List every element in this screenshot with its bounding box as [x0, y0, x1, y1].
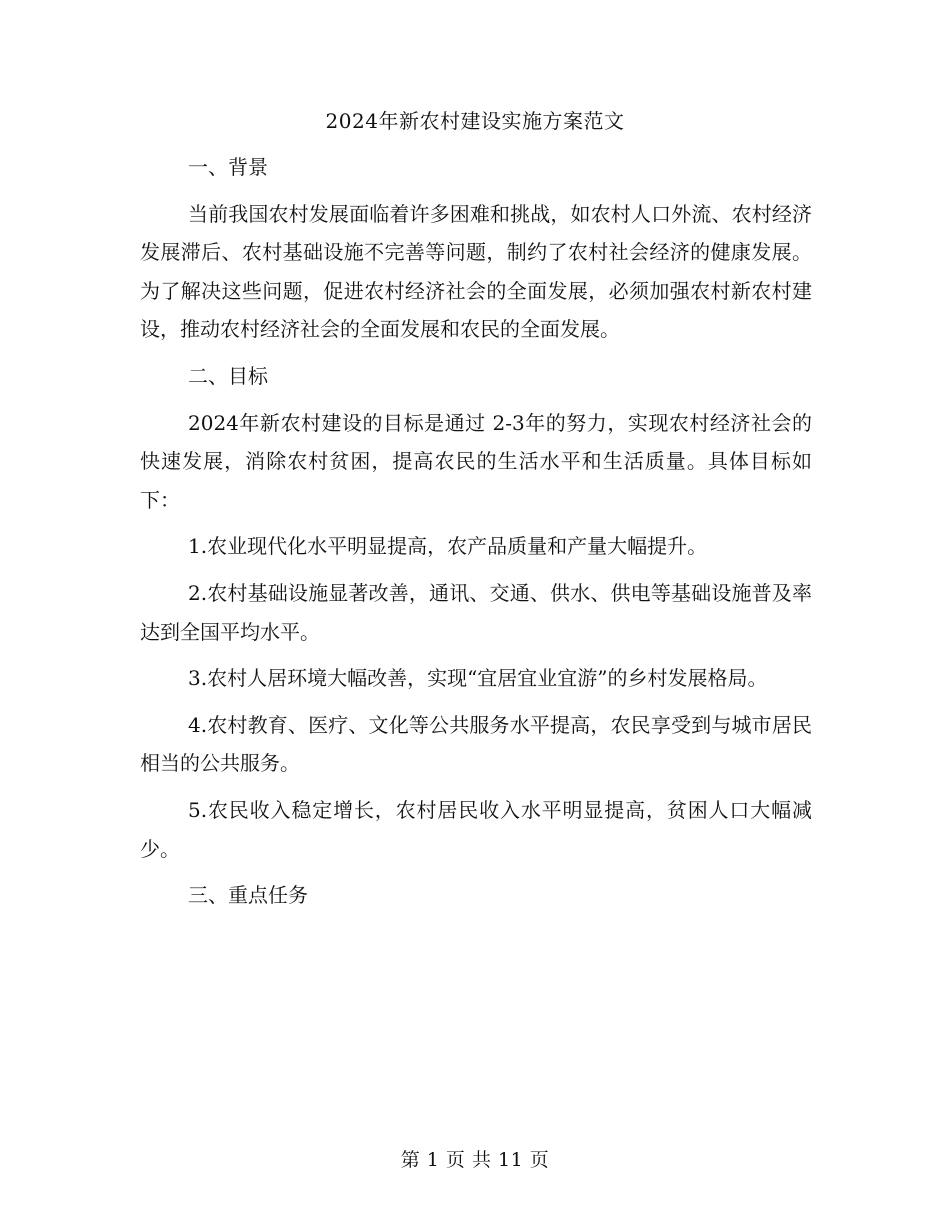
- goal-item-4: 4.农村教育、医疗、文化等公共服务水平提高，农民享受到与城市居民相当的公共服务。: [140, 712, 812, 776]
- document-body: [140, 148, 812, 923]
- goal-item-2: 2.农村基础设施显著改善，通讯、交通、供水、供电等基础设施普及率达到全国平均水平。: [140, 580, 812, 644]
- section-heading-background: 一、背景: [188, 155, 268, 179]
- section-heading-tasks: 三、重点任务: [188, 883, 308, 908]
- paragraph-goals: 2024年新农村建设的目标是通过 2-3年的努力，实现农村经济社会的快速发展，消除农村贫困，提高农民的生活水平和生活质量。具体目标如下：: [140, 410, 812, 512]
- section-heading-goals: 二、目标: [188, 363, 268, 388]
- page-footer: 第 1 页 共 11 页: [400, 1149, 550, 1171]
- goal-item-1: 1.农业现代化水平明显提高，农产品质量和产量大幅提升。: [188, 534, 708, 559]
- paragraph-background: 当前我国农村发展面临着许多困难和挑战，如农村人口外流、农村经济发展滞后、农村基础设施不完善等问题，制约了农村社会经济的健康发展。为了解决这些问题，促进农村经济社会的全面发展，必须加强农村新农村建设，推动农村经济社会的全面发展和农民的全面发展。: [140, 201, 812, 342]
- goal-item-3: 3.农村人居环境大幅改善，实现“宜居宜业宜游”的乡村发展格局。: [188, 666, 768, 691]
- document-title: 2024年新农村建设实施方案范文: [325, 109, 625, 133]
- goal-item-5: 5.农民收入稳定增长，农村居民收入水平明显提高，贫困人口大幅减少。: [140, 797, 812, 861]
